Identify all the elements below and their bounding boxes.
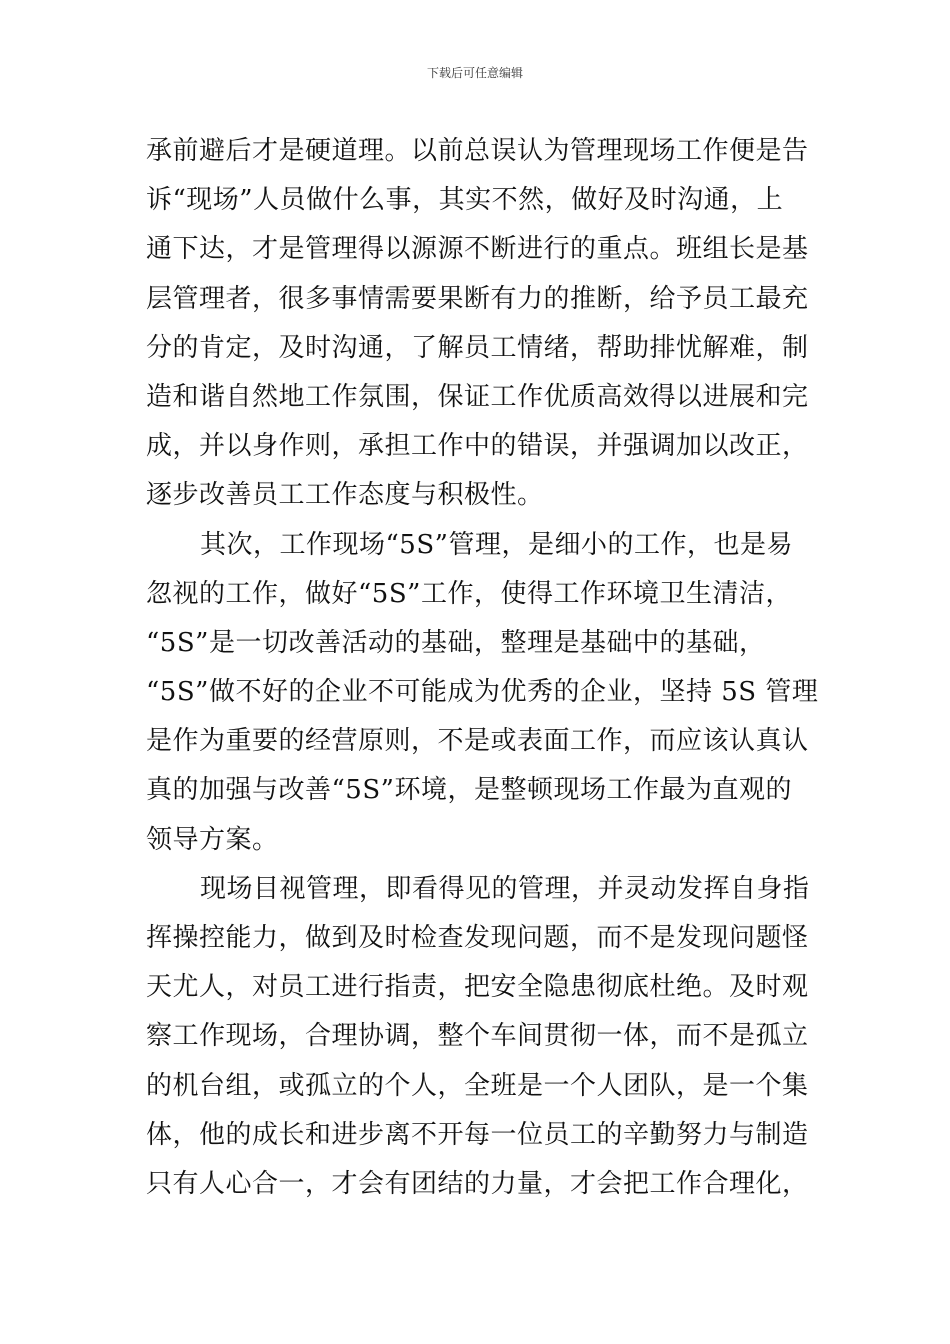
document-body xyxy=(146,127,819,1209)
text-line: 承前避后才是硬道理。以前总误认为管理现场工作便是告 xyxy=(146,136,809,166)
text-line: 层管理者，很多事情需要果断有力的推断，给予员工最充 xyxy=(146,283,809,314)
text-line: 成，并以身作则，承担工作中的错误，并强调加以改正， xyxy=(146,431,809,462)
text-line: 逐步改善员工工作态度与积极性。 xyxy=(146,480,544,511)
text-line: 的机台组，或孤立的个人，全班是一个人团队，是一个集 xyxy=(146,1070,809,1101)
text-line: 领导方案。 xyxy=(146,824,279,855)
text-line: 其次，工作现场“5S”管理，是细小的工作，也是易 xyxy=(200,529,793,560)
text-line: 体，他的成长和进步离不开每一位员工的辛勤努力与制造 xyxy=(146,1119,809,1150)
text-line: 分的肯定，及时沟通，了解员工情绪，帮助排忧解难，制 xyxy=(146,332,809,363)
paragraph-1 xyxy=(146,127,809,521)
text-line: 忽视的工作，做好“5S”工作，使得工作环境卫生清洁， xyxy=(146,578,792,609)
text-line: “5S”做不好的企业不可能成为优秀的企业，坚持 5S 管理 xyxy=(146,677,819,708)
text-line: 天尤人，对员工进行指责，把安全隐患彻底杜绝。及时观 xyxy=(146,972,809,1003)
text-line: “5S”是一切改善活动的基础，整理是基础中的基础， xyxy=(146,627,766,658)
text-line: 造和谐自然地工作氛围，保证工作优质高效得以进展和完 xyxy=(146,381,809,412)
paragraph-2 xyxy=(146,521,819,865)
text-line: 诉“现场”人员做什么事，其实不然，做好及时沟通，上 xyxy=(146,185,784,216)
text-line: 是作为重要的经营原则，不是或表面工作，而应该认真认 xyxy=(146,726,809,757)
text-line: 真的加强与改善“5S”环境，是整顿现场工作最为直观的 xyxy=(146,775,792,806)
text-line: 现场目视管理，即看得见的管理，并灵动发挥自身指 xyxy=(200,873,810,904)
text-line: 察工作现场，合理协调，整个车间贯彻一体，而不是孤立 xyxy=(146,1021,809,1052)
text-line: 只有人心合一，才会有团结的力量，才会把工作合理化， xyxy=(146,1168,809,1199)
text-line: 挥操控能力，做到及时检查发现问题，而不是发现问题怪 xyxy=(146,923,809,953)
page-header: 下载后可任意编辑 xyxy=(426,66,523,80)
text-line: 通下达，才是管理得以源源不断进行的重点。班组长是基 xyxy=(146,234,809,265)
paragraph-3 xyxy=(146,865,810,1209)
